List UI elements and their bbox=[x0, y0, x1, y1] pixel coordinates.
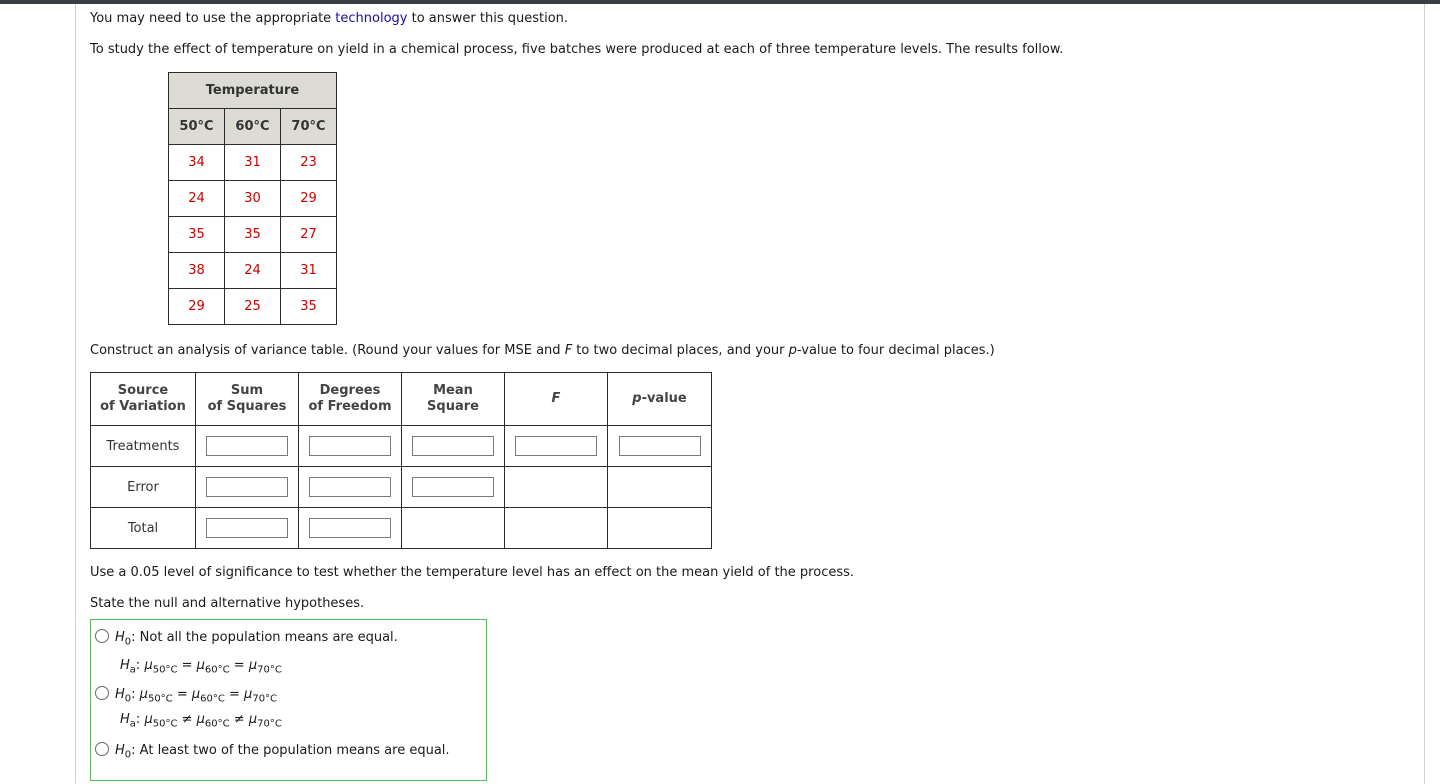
total-ss-input[interactable] bbox=[206, 518, 288, 538]
intro-suffix: to answer this question. bbox=[407, 11, 569, 26]
instruction-part: Construct an analysis of variance table. (Round your values for MSE and bbox=[90, 343, 565, 358]
header-sum-of-squares: Sum of Squares bbox=[196, 373, 299, 426]
cell: 35 bbox=[169, 217, 225, 253]
technology-link[interactable]: technology bbox=[335, 11, 408, 26]
empty-cell bbox=[505, 467, 608, 508]
instruction-text bbox=[90, 343, 995, 358]
treatments-df-input[interactable] bbox=[309, 436, 391, 456]
row-error bbox=[91, 467, 712, 508]
header-degrees-of-freedom: Degrees of Freedom bbox=[299, 373, 402, 426]
table-row bbox=[169, 145, 337, 181]
cell: 35 bbox=[281, 289, 337, 325]
empty-cell bbox=[608, 508, 712, 549]
treatments-pvalue-input[interactable] bbox=[619, 436, 701, 456]
empty-cell bbox=[505, 508, 608, 549]
option-2-ha: $H_a$: $\mu_{50^\circ C} \ne \mu_{60^\circ C} \ne \mu_{70^\circ C}$ bbox=[120, 712, 282, 730]
table-row bbox=[169, 289, 337, 325]
intro-prefix: You may need to use the appropriate bbox=[90, 11, 336, 26]
row-total bbox=[91, 508, 712, 549]
option-1-h0: Not all the population means are equal. bbox=[139, 630, 398, 645]
treatments-ss-input[interactable] bbox=[206, 436, 288, 456]
significance-text: Use a 0.05 level of significance to test whether the temperature level has an effect on the mean yield of the process. bbox=[90, 565, 855, 580]
problem-text: To study the effect of temperature on yield in a chemical process, five batches were produced at each of three temperature levels. The results follow. bbox=[90, 42, 1064, 57]
cell: 34 bbox=[169, 145, 225, 181]
row-label-total: Total bbox=[91, 508, 196, 549]
option-3-h0: At least two of the population means are equal. bbox=[139, 743, 450, 758]
table-row bbox=[169, 217, 337, 253]
col-60c: 60°C bbox=[225, 109, 281, 145]
cell: 31 bbox=[225, 145, 281, 181]
row-label-error: Error bbox=[91, 467, 196, 508]
instruction-p: p bbox=[788, 343, 797, 358]
instruction-f: F bbox=[564, 343, 573, 358]
error-ss-input[interactable] bbox=[206, 477, 288, 497]
treatments-ms-input[interactable] bbox=[412, 436, 494, 456]
row-treatments bbox=[91, 426, 712, 467]
header-f: F bbox=[505, 373, 608, 426]
intro-text bbox=[90, 11, 568, 26]
header-p-value: p-value bbox=[608, 373, 712, 426]
option-3[interactable]: $H_0$: At least two of the population means are equal. bbox=[95, 742, 450, 761]
col-70c: 70°C bbox=[281, 109, 337, 145]
hypothesis-options bbox=[90, 619, 487, 781]
cell: 29 bbox=[169, 289, 225, 325]
error-df-input[interactable] bbox=[309, 477, 391, 497]
table-row bbox=[169, 181, 337, 217]
cell: 38 bbox=[169, 253, 225, 289]
instruction-part: to two decimal places, and your bbox=[572, 343, 789, 358]
empty-cell bbox=[402, 508, 505, 549]
state-hypotheses-text: State the null and alternative hypotheses. bbox=[90, 596, 365, 611]
header-mean-square: Mean Square bbox=[402, 373, 505, 426]
empty-cell bbox=[608, 467, 712, 508]
treatments-f-input[interactable] bbox=[515, 436, 597, 456]
cell: 27 bbox=[281, 217, 337, 253]
total-df-input[interactable] bbox=[309, 518, 391, 538]
error-ms-input[interactable] bbox=[412, 477, 494, 497]
cell: 23 bbox=[281, 145, 337, 181]
temperature-table bbox=[168, 72, 337, 325]
cell: 25 bbox=[225, 289, 281, 325]
temperature-header: Temperature bbox=[169, 73, 337, 109]
cell: 24 bbox=[225, 253, 281, 289]
col-50c: 50°C bbox=[169, 109, 225, 145]
instruction-part: -value to four decimal places.) bbox=[796, 343, 995, 358]
cell: 30 bbox=[225, 181, 281, 217]
header-source: Source of Variation bbox=[91, 373, 196, 426]
cell: 35 bbox=[225, 217, 281, 253]
cell: 24 bbox=[169, 181, 225, 217]
table-row bbox=[169, 253, 337, 289]
anova-table bbox=[90, 372, 712, 549]
cell: 31 bbox=[281, 253, 337, 289]
option-2[interactable]: $H_0$: $\mu_{50^\circ C} = \mu_{60^\circ C} = \mu_{70^\circ C}$ bbox=[95, 686, 277, 705]
radio-option-3[interactable] bbox=[95, 742, 109, 756]
cell: 29 bbox=[281, 181, 337, 217]
option-1-ha: $H_a$: $\mu_{50^\circ C} = \mu_{60^\circ C} = \mu_{70^\circ C}$ bbox=[120, 658, 282, 676]
option-1[interactable]: $H_0$: Not all the population means are equal. bbox=[95, 629, 398, 648]
row-label-treatments: Treatments bbox=[91, 426, 196, 467]
radio-option-1[interactable] bbox=[95, 629, 109, 643]
radio-option-2[interactable] bbox=[95, 686, 109, 700]
